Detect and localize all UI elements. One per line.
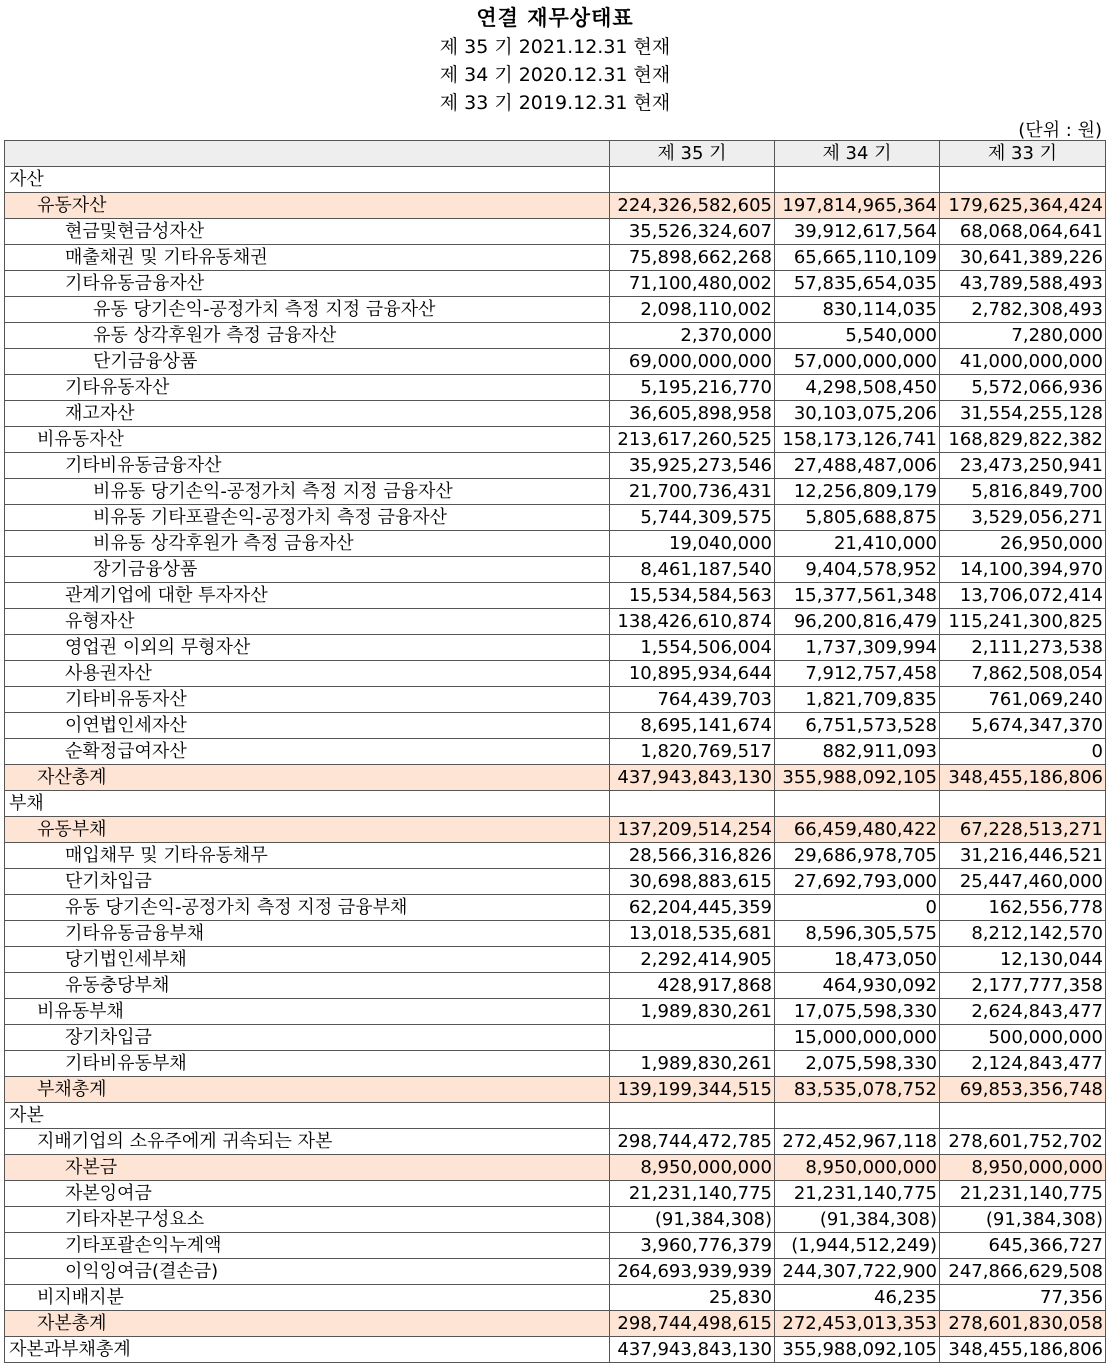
account-label: 단기차입금 bbox=[5, 869, 610, 895]
value-period-33: 278,601,830,058 bbox=[940, 1311, 1106, 1337]
account-label: 단기금융상품 bbox=[5, 349, 610, 375]
account-label: 이연법인세자산 bbox=[5, 713, 610, 739]
table-row bbox=[5, 349, 1106, 375]
value-period-34: 15,000,000,000 bbox=[775, 1025, 940, 1051]
account-label: 자본잉여금 bbox=[5, 1181, 610, 1207]
value-period-33: 26,950,000 bbox=[940, 531, 1106, 557]
value-period-35: 5,195,216,770 bbox=[610, 375, 775, 401]
value-period-35: 137,209,514,254 bbox=[610, 817, 775, 843]
value-period-34 bbox=[775, 167, 940, 193]
table-row bbox=[5, 1311, 1106, 1337]
value-period-34: 8,950,000,000 bbox=[775, 1155, 940, 1181]
account-label: 자산총계 bbox=[5, 765, 610, 791]
value-period-34: 9,404,578,952 bbox=[775, 557, 940, 583]
value-period-33: 348,455,186,806 bbox=[940, 1337, 1106, 1363]
value-period-35: 1,989,830,261 bbox=[610, 1051, 775, 1077]
value-period-34: 272,453,013,353 bbox=[775, 1311, 940, 1337]
table-row bbox=[5, 713, 1106, 739]
table-row bbox=[5, 999, 1106, 1025]
value-period-34: 355,988,092,105 bbox=[775, 1337, 940, 1363]
value-period-33: 162,556,778 bbox=[940, 895, 1106, 921]
value-period-34: 1,821,709,835 bbox=[775, 687, 940, 713]
account-label: 현금및현금성자산 bbox=[5, 219, 610, 245]
value-period-35: 75,898,662,268 bbox=[610, 245, 775, 271]
value-period-33: 247,866,629,508 bbox=[940, 1259, 1106, 1285]
value-period-33: 25,447,460,000 bbox=[940, 869, 1106, 895]
value-period-33: 23,473,250,941 bbox=[940, 453, 1106, 479]
table-row bbox=[5, 583, 1106, 609]
value-period-33: 69,853,356,748 bbox=[940, 1077, 1106, 1103]
value-period-34: 7,912,757,458 bbox=[775, 661, 940, 687]
table-row bbox=[5, 1103, 1106, 1129]
value-period-34: 17,075,598,330 bbox=[775, 999, 940, 1025]
account-label: 자본 bbox=[5, 1103, 610, 1129]
account-label: 기타유동자산 bbox=[5, 375, 610, 401]
value-period-33: 8,950,000,000 bbox=[940, 1155, 1106, 1181]
table-row bbox=[5, 219, 1106, 245]
value-period-34: 21,231,140,775 bbox=[775, 1181, 940, 1207]
account-label: 재고자산 bbox=[5, 401, 610, 427]
value-period-35: 2,098,110,002 bbox=[610, 297, 775, 323]
column-header-35: 제 35 기 bbox=[610, 141, 775, 167]
value-period-33: 31,216,446,521 bbox=[940, 843, 1106, 869]
account-label: 기타유동금융부채 bbox=[5, 921, 610, 947]
value-period-33: 8,212,142,570 bbox=[940, 921, 1106, 947]
table-body bbox=[5, 167, 1106, 1363]
table-row bbox=[5, 193, 1106, 219]
account-label: 유동부채 bbox=[5, 817, 610, 843]
value-period-34: 27,488,487,006 bbox=[775, 453, 940, 479]
table-row bbox=[5, 1181, 1106, 1207]
value-period-34: 5,805,688,875 bbox=[775, 505, 940, 531]
value-period-35: 35,526,324,607 bbox=[610, 219, 775, 245]
value-period-33: 5,816,849,700 bbox=[940, 479, 1106, 505]
table-row bbox=[5, 375, 1106, 401]
table-row bbox=[5, 661, 1106, 687]
account-label: 매출채권 및 기타유동채권 bbox=[5, 245, 610, 271]
account-label: 자본총계 bbox=[5, 1311, 610, 1337]
value-period-34: 882,911,093 bbox=[775, 739, 940, 765]
value-period-35: 298,744,472,785 bbox=[610, 1129, 775, 1155]
account-label: 이익잉여금(결손금) bbox=[5, 1259, 610, 1285]
value-period-34: 158,173,126,741 bbox=[775, 427, 940, 453]
table-row bbox=[5, 973, 1106, 999]
account-label: 영업권 이외의 무형자산 bbox=[5, 635, 610, 661]
value-period-35: 15,534,584,563 bbox=[610, 583, 775, 609]
table-row bbox=[5, 271, 1106, 297]
value-period-34: 66,459,480,422 bbox=[775, 817, 940, 843]
account-label: 비유동 상각후원가 측정 금융자산 bbox=[5, 531, 610, 557]
value-period-33: 2,177,777,358 bbox=[940, 973, 1106, 999]
value-period-34: 8,596,305,575 bbox=[775, 921, 940, 947]
account-label: 당기법인세부채 bbox=[5, 947, 610, 973]
value-period-33: 31,554,255,128 bbox=[940, 401, 1106, 427]
value-period-35: 3,960,776,379 bbox=[610, 1233, 775, 1259]
value-period-34: (1,944,512,249) bbox=[775, 1233, 940, 1259]
account-label: 자본과부채총계 bbox=[5, 1337, 610, 1363]
table-row bbox=[5, 297, 1106, 323]
table-row bbox=[5, 895, 1106, 921]
account-label: 유동 당기손익-공정가치 측정 지정 금융부채 bbox=[5, 895, 610, 921]
account-label: 기타비유동자산 bbox=[5, 687, 610, 713]
table-row bbox=[5, 739, 1106, 765]
value-period-35: 428,917,868 bbox=[610, 973, 775, 999]
value-period-34: 244,307,722,900 bbox=[775, 1259, 940, 1285]
value-period-33: 5,572,066,936 bbox=[940, 375, 1106, 401]
table-row bbox=[5, 869, 1106, 895]
table-row bbox=[5, 1051, 1106, 1077]
value-period-33: 2,111,273,538 bbox=[940, 635, 1106, 661]
balance-sheet-table bbox=[4, 140, 1106, 1363]
value-period-35: 19,040,000 bbox=[610, 531, 775, 557]
value-period-34: 21,410,000 bbox=[775, 531, 940, 557]
value-period-34: 4,298,508,450 bbox=[775, 375, 940, 401]
value-period-35: 25,830 bbox=[610, 1285, 775, 1311]
value-period-33: 21,231,140,775 bbox=[940, 1181, 1106, 1207]
period-line-35: 제 35 기 2021.12.31 현재 bbox=[439, 36, 671, 58]
value-period-35: 138,426,610,874 bbox=[610, 609, 775, 635]
table-row bbox=[5, 427, 1106, 453]
table-row bbox=[5, 817, 1106, 843]
table-row bbox=[5, 1077, 1106, 1103]
value-period-35: 298,744,498,615 bbox=[610, 1311, 775, 1337]
table-row bbox=[5, 1129, 1106, 1155]
value-period-35: 437,943,843,130 bbox=[610, 765, 775, 791]
account-label: 유형자산 bbox=[5, 609, 610, 635]
value-period-35: 764,439,703 bbox=[610, 687, 775, 713]
value-period-33: 43,789,588,493 bbox=[940, 271, 1106, 297]
value-period-33: 115,241,300,825 bbox=[940, 609, 1106, 635]
value-period-35: 264,693,939,939 bbox=[610, 1259, 775, 1285]
value-period-33: 0 bbox=[940, 739, 1106, 765]
value-period-35 bbox=[610, 167, 775, 193]
value-period-35: 437,943,843,130 bbox=[610, 1337, 775, 1363]
value-period-35: 21,231,140,775 bbox=[610, 1181, 775, 1207]
value-period-33: 5,674,347,370 bbox=[940, 713, 1106, 739]
value-period-34: 46,235 bbox=[775, 1285, 940, 1311]
account-label: 기타유동금융자산 bbox=[5, 271, 610, 297]
account-label: 비유동 당기손익-공정가치 측정 지정 금융자산 bbox=[5, 479, 610, 505]
value-period-35: 10,895,934,644 bbox=[610, 661, 775, 687]
account-label: 유동 상각후원가 측정 금융자산 bbox=[5, 323, 610, 349]
value-period-34: 96,200,816,479 bbox=[775, 609, 940, 635]
value-period-35: 139,199,344,515 bbox=[610, 1077, 775, 1103]
value-period-33: 7,280,000 bbox=[940, 323, 1106, 349]
value-period-33: 7,862,508,054 bbox=[940, 661, 1106, 687]
value-period-33: 348,455,186,806 bbox=[940, 765, 1106, 791]
account-label: 유동자산 bbox=[5, 193, 610, 219]
value-period-34: 2,075,598,330 bbox=[775, 1051, 940, 1077]
value-period-35: 2,370,000 bbox=[610, 323, 775, 349]
table-row bbox=[5, 479, 1106, 505]
account-label: 비유동부채 bbox=[5, 999, 610, 1025]
account-label: 부채 bbox=[5, 791, 610, 817]
value-period-33: 500,000,000 bbox=[940, 1025, 1106, 1051]
table-row bbox=[5, 687, 1106, 713]
value-period-35: 213,617,260,525 bbox=[610, 427, 775, 453]
column-header-account bbox=[5, 141, 610, 167]
value-period-34 bbox=[775, 791, 940, 817]
column-header-34: 제 34 기 bbox=[775, 141, 940, 167]
value-period-34: 12,256,809,179 bbox=[775, 479, 940, 505]
value-period-33: 14,100,394,970 bbox=[940, 557, 1106, 583]
value-period-35: 21,700,736,431 bbox=[610, 479, 775, 505]
value-period-33: 2,782,308,493 bbox=[940, 297, 1106, 323]
value-period-34: 27,692,793,000 bbox=[775, 869, 940, 895]
value-period-33: 12,130,044 bbox=[940, 947, 1106, 973]
value-period-34: 6,751,573,528 bbox=[775, 713, 940, 739]
table-row bbox=[5, 791, 1106, 817]
value-period-35: 1,554,506,004 bbox=[610, 635, 775, 661]
value-period-33: (91,384,308) bbox=[940, 1207, 1106, 1233]
account-label: 관계기업에 대한 투자자산 bbox=[5, 583, 610, 609]
account-label: 지배기업의 소유주에게 귀속되는 자본 bbox=[5, 1129, 610, 1155]
account-label: 장기금융상품 bbox=[5, 557, 610, 583]
account-label: 장기차입금 bbox=[5, 1025, 610, 1051]
value-period-34: 197,814,965,364 bbox=[775, 193, 940, 219]
value-period-35: (91,384,308) bbox=[610, 1207, 775, 1233]
value-period-35: 2,292,414,905 bbox=[610, 947, 775, 973]
table-row bbox=[5, 765, 1106, 791]
value-period-35: 5,744,309,575 bbox=[610, 505, 775, 531]
table-row bbox=[5, 947, 1106, 973]
value-period-35: 62,204,445,359 bbox=[610, 895, 775, 921]
table-row bbox=[5, 323, 1106, 349]
value-period-35: 8,950,000,000 bbox=[610, 1155, 775, 1181]
value-period-35: 1,820,769,517 bbox=[610, 739, 775, 765]
account-label: 사용권자산 bbox=[5, 661, 610, 687]
account-label: 비유동 기타포괄손익-공정가치 측정 금융자산 bbox=[5, 505, 610, 531]
table-row bbox=[5, 1233, 1106, 1259]
value-period-35: 69,000,000,000 bbox=[610, 349, 775, 375]
value-period-33: 2,624,843,477 bbox=[940, 999, 1106, 1025]
value-period-33: 645,366,727 bbox=[940, 1233, 1106, 1259]
value-period-34: 57,835,654,035 bbox=[775, 271, 940, 297]
unit-label: (단위 : 원) bbox=[1018, 120, 1102, 141]
value-period-34: 830,114,035 bbox=[775, 297, 940, 323]
value-period-34: 464,930,092 bbox=[775, 973, 940, 999]
period-line-33: 제 33 기 2019.12.31 현재 bbox=[439, 92, 671, 114]
value-period-33: 2,124,843,477 bbox=[940, 1051, 1106, 1077]
account-label: 기타포괄손익누계액 bbox=[5, 1233, 610, 1259]
statement-title: 연결 재무상태표 bbox=[476, 6, 634, 30]
column-header-row bbox=[5, 141, 1106, 167]
value-period-35 bbox=[610, 1103, 775, 1129]
table-row bbox=[5, 401, 1106, 427]
value-period-33: 77,356 bbox=[940, 1285, 1106, 1311]
account-label: 비지배지분 bbox=[5, 1285, 610, 1311]
value-period-35: 8,695,141,674 bbox=[610, 713, 775, 739]
value-period-35: 30,698,883,615 bbox=[610, 869, 775, 895]
value-period-35: 1,989,830,261 bbox=[610, 999, 775, 1025]
value-period-33: 3,529,056,271 bbox=[940, 505, 1106, 531]
table-row bbox=[5, 1259, 1106, 1285]
table-row bbox=[5, 167, 1106, 193]
value-period-35: 224,326,582,605 bbox=[610, 193, 775, 219]
value-period-34: 65,665,110,109 bbox=[775, 245, 940, 271]
value-period-34: 1,737,309,994 bbox=[775, 635, 940, 661]
table-row bbox=[5, 1285, 1106, 1311]
value-period-33 bbox=[940, 791, 1106, 817]
value-period-33 bbox=[940, 167, 1106, 193]
value-period-33 bbox=[940, 1103, 1106, 1129]
account-label: 기타비유동금융자산 bbox=[5, 453, 610, 479]
value-period-34: 83,535,078,752 bbox=[775, 1077, 940, 1103]
value-period-35 bbox=[610, 1025, 775, 1051]
value-period-33: 278,601,752,702 bbox=[940, 1129, 1106, 1155]
value-period-34: 0 bbox=[775, 895, 940, 921]
value-period-35 bbox=[610, 791, 775, 817]
value-period-34: (91,384,308) bbox=[775, 1207, 940, 1233]
table-row bbox=[5, 1337, 1106, 1363]
value-period-34: 15,377,561,348 bbox=[775, 583, 940, 609]
account-label: 매입채무 및 기타유동채무 bbox=[5, 843, 610, 869]
value-period-33: 41,000,000,000 bbox=[940, 349, 1106, 375]
table-row bbox=[5, 531, 1106, 557]
value-period-35: 13,018,535,681 bbox=[610, 921, 775, 947]
value-period-35: 28,566,316,826 bbox=[610, 843, 775, 869]
value-period-34: 57,000,000,000 bbox=[775, 349, 940, 375]
value-period-33: 761,069,240 bbox=[940, 687, 1106, 713]
account-label: 비유동자산 bbox=[5, 427, 610, 453]
value-period-35: 71,100,480,002 bbox=[610, 271, 775, 297]
value-period-34: 30,103,075,206 bbox=[775, 401, 940, 427]
period-line-34: 제 34 기 2020.12.31 현재 bbox=[439, 64, 671, 86]
value-period-34: 29,686,978,705 bbox=[775, 843, 940, 869]
table-row bbox=[5, 453, 1106, 479]
value-period-35: 36,605,898,958 bbox=[610, 401, 775, 427]
account-label: 기타비유동부채 bbox=[5, 1051, 610, 1077]
table-row bbox=[5, 921, 1106, 947]
account-label: 자산 bbox=[5, 167, 610, 193]
value-period-34 bbox=[775, 1103, 940, 1129]
value-period-34: 5,540,000 bbox=[775, 323, 940, 349]
table-row bbox=[5, 843, 1106, 869]
value-period-35: 8,461,187,540 bbox=[610, 557, 775, 583]
value-period-34: 39,912,617,564 bbox=[775, 219, 940, 245]
table-row bbox=[5, 505, 1106, 531]
value-period-34: 272,452,967,118 bbox=[775, 1129, 940, 1155]
account-label: 유동충당부채 bbox=[5, 973, 610, 999]
value-period-33: 179,625,364,424 bbox=[940, 193, 1106, 219]
value-period-34: 355,988,092,105 bbox=[775, 765, 940, 791]
value-period-33: 68,068,064,641 bbox=[940, 219, 1106, 245]
column-header-33: 제 33 기 bbox=[940, 141, 1106, 167]
table-row bbox=[5, 609, 1106, 635]
account-label: 순확정급여자산 bbox=[5, 739, 610, 765]
account-label: 자본금 bbox=[5, 1155, 610, 1181]
table-row bbox=[5, 245, 1106, 271]
value-period-34: 18,473,050 bbox=[775, 947, 940, 973]
account-label: 부채총계 bbox=[5, 1077, 610, 1103]
table-row bbox=[5, 1025, 1106, 1051]
value-period-35: 35,925,273,546 bbox=[610, 453, 775, 479]
table-row bbox=[5, 557, 1106, 583]
value-period-33: 13,706,072,414 bbox=[940, 583, 1106, 609]
value-period-33: 67,228,513,271 bbox=[940, 817, 1106, 843]
account-label: 유동 당기손익-공정가치 측정 지정 금융자산 bbox=[5, 297, 610, 323]
account-label: 기타자본구성요소 bbox=[5, 1207, 610, 1233]
table-row bbox=[5, 635, 1106, 661]
value-period-33: 168,829,822,382 bbox=[940, 427, 1106, 453]
table-row bbox=[5, 1207, 1106, 1233]
table-row bbox=[5, 1155, 1106, 1181]
value-period-33: 30,641,389,226 bbox=[940, 245, 1106, 271]
